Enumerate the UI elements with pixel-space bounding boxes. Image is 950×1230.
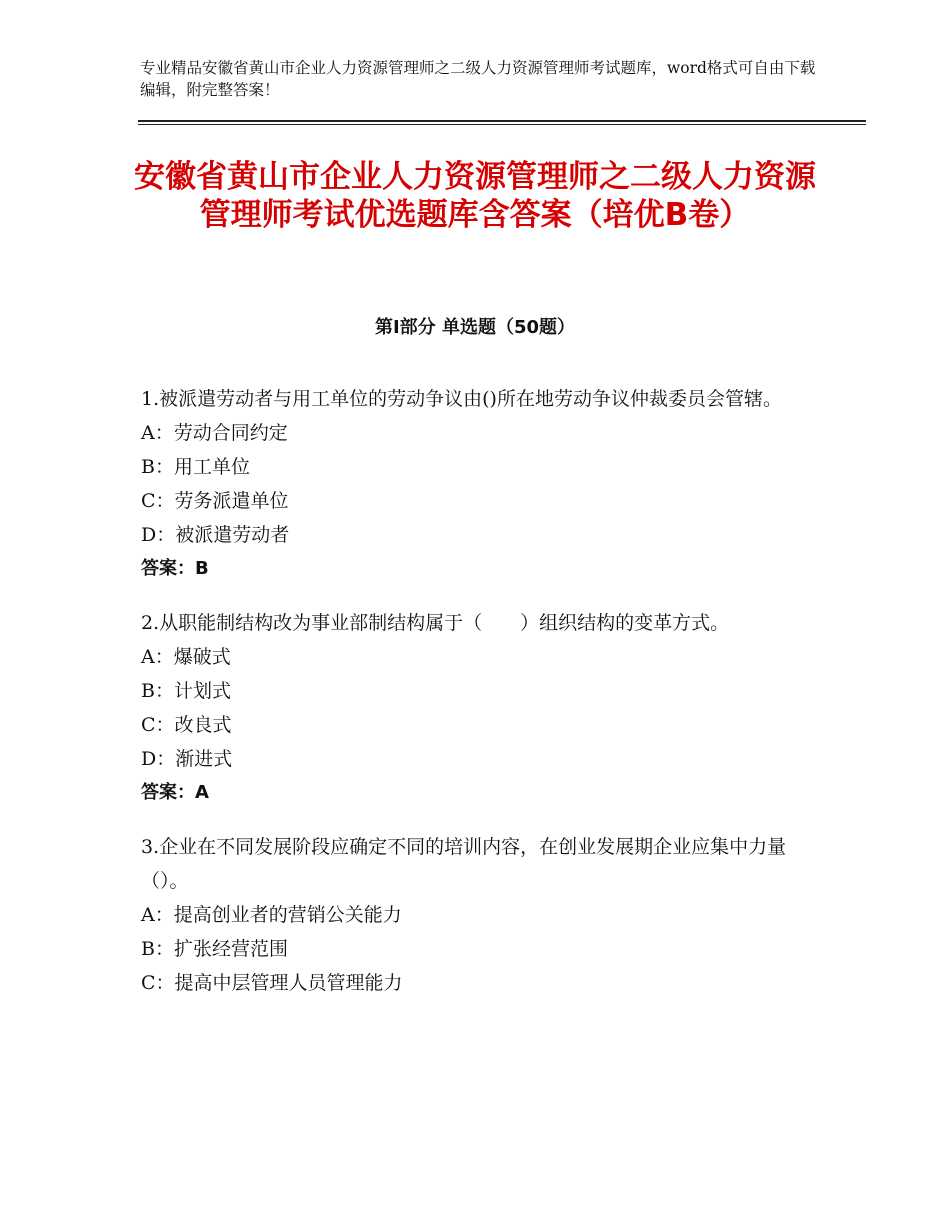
question-2 xyxy=(141,606,801,810)
question-1 xyxy=(141,382,801,586)
option-a: A：爆破式 xyxy=(141,646,231,668)
option-c: C：改良式 xyxy=(141,714,232,736)
option-b: B：计划式 xyxy=(141,680,231,702)
option-d: D：渐进式 xyxy=(141,748,233,770)
option-a: A：劳动合同约定 xyxy=(141,422,288,444)
question-3 xyxy=(141,830,801,1000)
option-d: D：被派遣劳动者 xyxy=(141,524,290,546)
option-c: C：劳务派遣单位 xyxy=(141,490,289,512)
header-divider-thick xyxy=(138,120,866,122)
document-title: 安徽省黄山市企业人力资源管理师之二级人力资源管理师考试优选题库含答案（培优B卷） xyxy=(134,159,816,233)
answer-line: 答案：A xyxy=(141,782,209,803)
option-c: C：提高中层管理人员管理能力 xyxy=(141,972,403,994)
section-title: 第Ⅰ部分 单选题（50题） xyxy=(374,317,575,338)
question-stem: 3.企业在不同发展阶段应确定不同的培训内容，在创业发展期企业应集中力量（）。 xyxy=(141,836,787,892)
option-b: B：扩张经营范围 xyxy=(141,938,288,960)
answer-line: 答案：B xyxy=(141,558,209,579)
option-b: B：用工单位 xyxy=(141,456,250,478)
option-a: A：提高创业者的营销公关能力 xyxy=(141,904,402,926)
question-stem: 2.从职能制结构改为事业部制结构属于（ ）组织结构的变革方式。 xyxy=(141,612,730,634)
header-note: 专业精品安徽省黄山市企业人力资源管理师之二级人力资源管理师考试题库，word格式可自由下载编辑，附完整答案！ xyxy=(140,59,816,99)
question-stem: 1.被派遣劳动者与用工单位的劳动争议由()所在地劳动争议仲裁委员会管辖。 xyxy=(141,388,782,410)
header-divider-thin xyxy=(138,124,866,125)
question-list xyxy=(141,382,801,1020)
